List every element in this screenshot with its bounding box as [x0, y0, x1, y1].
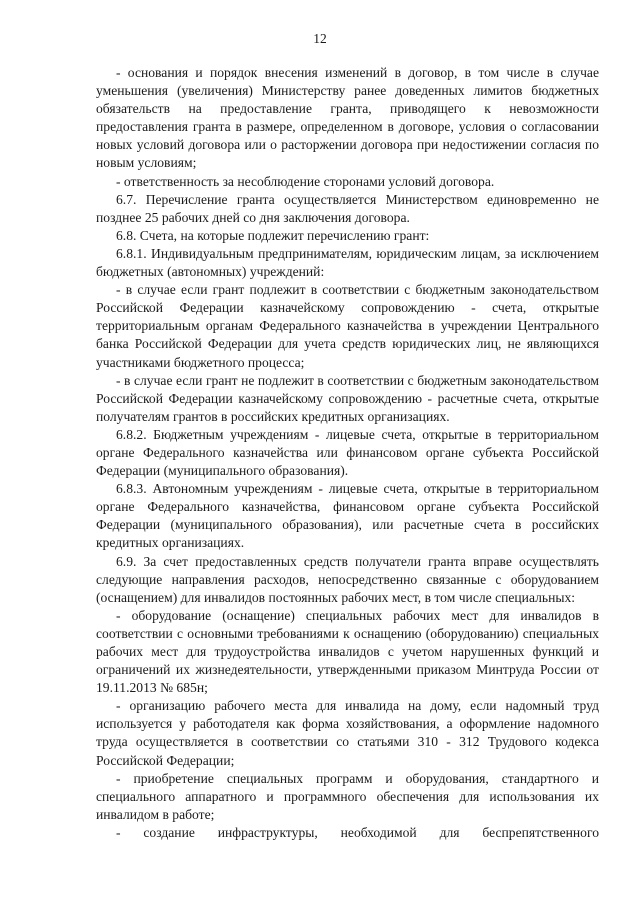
paragraph: 6.8.3. Автономным учреждениям - лицевые счета, открытые в территориальном органе Федерального казначейства, финансовом органе субъекта Российской Федерации (муниципального образования), или расчетные счета в российских кредитных организациях.: [96, 481, 599, 551]
paragraph: - ответственность за несоблюдение сторонами условий договора.: [116, 173, 495, 189]
document-body: [96, 64, 599, 842]
paragraph: - организацию рабочего места для инвалида на дому, если надомный труд используется у работодателя как форма хозяйствования, а оформление надомного труда осуществляется в соответствии со статьями 310 - 312 Трудового кодекса Российской Федерации;: [96, 698, 599, 768]
paragraph: - в случае если грант подлежит в соответствии с бюджетным законодательством Российской Федерации казначейскому сопровождению - счета, открытые территориальным органам Федерального казначейства в учреждении Центрального банка Российской Федерации для учета средств юридических лиц, не являющихся участниками бюджетного процесса;: [96, 282, 599, 370]
paragraph: 6.7. Перечисление гранта осуществляется Министерством единовременно не позднее 25 рабочих дней со дня заключения договора.: [96, 191, 599, 225]
paragraph: - приобретение специальных программ и оборудования, стандартного и специального аппаратного и программного обеспечения для использования их инвалидом в работе;: [96, 770, 599, 822]
paragraph: 6.8.1. Индивидуальным предпринимателям, юридическим лицам, за исключением бюджетных (автономных) учреждений:: [96, 245, 599, 280]
paragraph: - оборудование (оснащение) специальных рабочих мест для инвалидов в соответствии с основными требованиями к оснащению (оборудованию) специальных рабочих мест для трудоустройства инвалидов с учетом нарушенных функций и ограничений их жизнедеятельности, утвержденными приказом Минтруда России от 19.11.2013 № 685н;: [96, 607, 599, 696]
paragraph: 6.8. Счета, на которые подлежит перечислению грант:: [116, 227, 430, 243]
paragraph: - в случае если грант не подлежит в соответствии с бюджетным законодательством Российской Федерации казначейскому сопровождению - расчетные счета, открытые получателям грантов в российских кредитных организациях.: [96, 372, 599, 424]
page-number: 12: [313, 31, 327, 46]
paragraph: - основания и порядок внесения изменений в договор, в том числе в случае уменьшения (увеличения) Министерству ранее доведенных лимитов бюджетных обязательств на предоставление гранта, приводящего к невозможности предоставления гранта в размере, определенном в договоре, условия о согласовании новых условий договора или о расторжении договора при недостижении согласия по новым условиям;: [96, 65, 599, 171]
paragraph: 6.8.2. Бюджетным учреждениям - лицевые счета, открытые в территориальном органе Федерального казначейства или финансовом органе субъекта Российской Федерации (муниципального образования).: [96, 426, 599, 479]
paragraph: 6.9. За счет предоставленных средств получатели гранта вправе осуществлять следующие направления расходов, непосредственно связанные с оборудованием (оснащением) для инвалидов постоянных рабочих мест, в том числе специальных:: [96, 553, 599, 605]
paragraph: - создание инфраструктуры, необходимой для беспрепятственного: [116, 824, 599, 840]
